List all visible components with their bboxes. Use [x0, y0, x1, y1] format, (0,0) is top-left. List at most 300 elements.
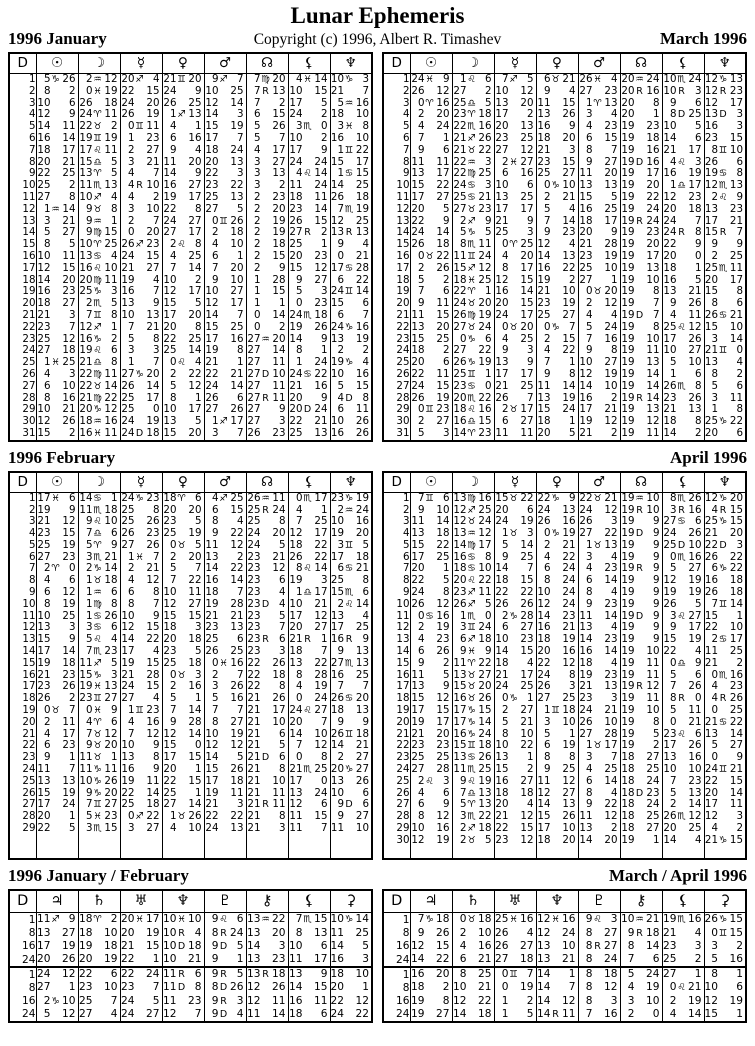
planet-glyph-header: ♄ [452, 890, 494, 913]
ephemeris-cell: 10 ♓ 10 [162, 913, 204, 927]
day-number: 4 [9, 528, 36, 540]
ephemeris-row [383, 811, 746, 823]
ephemeris-cell: 23 3 [246, 646, 288, 658]
ephemeris-cell: 2 14 [662, 799, 704, 811]
planet-glyph-header: ☽ [78, 472, 120, 493]
ephemeris-cell: 17 9 [288, 145, 330, 157]
day-number: 13 [383, 216, 410, 228]
ephemeris-cell: 8 28 [288, 670, 330, 682]
outer-planets-table-march-april [382, 889, 747, 1023]
ephemeris-cell: 8 7 [120, 599, 162, 611]
ephemeris-cell: 24 20 [120, 98, 162, 110]
section-title-january: 1996 January [8, 29, 107, 48]
day-number: 10 [9, 599, 36, 611]
ephemeris-cell: 15 19 [204, 121, 246, 133]
ephemeris-cell: 27 1 [662, 967, 704, 981]
ephemeris-cell: 15 6 [330, 298, 372, 310]
day-number: 2 [383, 86, 410, 98]
ephemeris-cell: 20 5 [410, 204, 452, 216]
ephemeris-cell: 14 10 [578, 381, 620, 393]
ephemeris-cell: 2 2 [330, 345, 372, 357]
ephemeris-cell: 8 2 [36, 86, 78, 98]
ephemeris-cell: 22 ♒ 3 [452, 157, 494, 169]
section-title-february: 1996 February [8, 447, 116, 467]
ephemeris-cell: 26 25 [204, 646, 246, 658]
day-number: 4 [383, 528, 410, 540]
ephemeris-row [383, 428, 746, 441]
ephemeris-cell: 15 17 [330, 157, 372, 169]
ephemeris-row [383, 345, 746, 357]
ephemeris-cell: 9 26 [662, 298, 704, 310]
ephemeris-row [383, 776, 746, 788]
ephemeris-cell: 19 23 [578, 670, 620, 682]
ephemeris-cell: 27 ♑ 20 [120, 369, 162, 381]
ephemeris-cell: 16 3 [704, 121, 746, 133]
planet-glyph-header: ♇ [204, 890, 246, 913]
ephemeris-cell: 9 22 [204, 528, 246, 540]
ephemeris-cell: 18 7 [288, 646, 330, 658]
ephemeris-cell: 21 5 [246, 740, 288, 752]
ephemeris-cell: 18 25 [620, 811, 662, 823]
day-number: 15 [9, 239, 36, 251]
day-number: 8 [383, 927, 410, 940]
ephemeris-cell: 19 D 16 [620, 157, 662, 169]
ephemeris-row [9, 776, 372, 788]
day-number: 9 [383, 587, 410, 599]
ephemeris-cell: 5 3 [410, 428, 452, 441]
ephemeris-cell: 8 24 [536, 575, 578, 587]
ephemeris-cell: 8 7 [578, 145, 620, 157]
ephemeris-cell: 2 ♉ 5 [452, 835, 494, 847]
ephemeris-cell: 10 11 [36, 251, 78, 263]
ephemeris-row [383, 622, 746, 634]
ephemeris-cell: 18 24 [620, 799, 662, 811]
ephemeris-cell: 6 1 [204, 251, 246, 263]
ephemeris-cell: 18 1 [662, 263, 704, 275]
ephemeris-cell: 27 1 [578, 275, 620, 287]
ephemeris-cell: 25 27 [536, 168, 578, 180]
day-column-header: D [9, 53, 36, 74]
ephemeris-cell: 7 ♑ 18 [410, 913, 452, 927]
ephemeris-row [383, 995, 746, 1008]
ephemeris-cell: 8 13 [288, 927, 330, 940]
ephemeris-cell: 10 2 [162, 275, 204, 287]
ephemeris-cell: 16 9 [536, 121, 578, 133]
ephemeris-cell: 1 7 [120, 357, 162, 369]
day-number: 15 [9, 658, 36, 670]
ephemeris-cell: 17 11 [704, 799, 746, 811]
ephemeris-cell: 25 ♓ 16 [494, 913, 536, 927]
ephemeris-cell: 14 5 [204, 752, 246, 764]
ephemeris-row [9, 981, 372, 994]
ephemeris-cell: 5 15 [330, 381, 372, 393]
ephemeris-cell: 27 17 [162, 227, 204, 239]
ephemeris-row [383, 913, 746, 927]
ephemeris-row [383, 322, 746, 334]
ephemeris-cell: 13 17 [410, 168, 452, 180]
ephemeris-cell: 9 25 [494, 552, 536, 564]
ephemeris-cell: 19 11 [620, 345, 662, 357]
section-titles-bottom [8, 866, 747, 886]
ephemeris-cell: 8 R 27 [578, 940, 620, 953]
ephemeris-cell: 14 15 [494, 646, 536, 658]
ephemeris-cell: 11 24 [288, 180, 330, 192]
ephemeris-cell: 16 25 [578, 204, 620, 216]
ephemeris-cell: 20 16 [536, 646, 578, 658]
planet-glyph-header: ☊ [246, 53, 288, 74]
ephemeris-cell: 15 2 [494, 764, 536, 776]
ephemeris-cell: 27 14 [246, 345, 288, 357]
ephemeris-cell: 26 18 [704, 587, 746, 599]
planet-glyph-header: ♆ [330, 472, 372, 493]
ephemeris-cell: 19 15 [120, 658, 162, 670]
ephemeris-cell: 21 D 6 [246, 752, 288, 764]
ephemeris-cell: 19 ♒ 10 [620, 492, 662, 504]
ephemeris-cell: 25 10 [578, 263, 620, 275]
ephemeris-row [9, 516, 372, 528]
planet-glyph-header: ♅ [494, 890, 536, 913]
ephemeris-cell: 13 R 13 [330, 227, 372, 239]
day-number: 26 [383, 369, 410, 381]
ephemeris-cell: 19 22 [620, 192, 662, 204]
ephemeris-cell: 23 5 [162, 646, 204, 658]
ephemeris-cell: 11 ♈ 22 [452, 658, 494, 670]
ephemeris-cell: 25 6 [204, 634, 246, 646]
ephemeris-cell: 5 8 [120, 334, 162, 346]
ephemeris-cell: 26 ♓ 4 [578, 74, 620, 86]
ephemeris-cell: 20 ♒ 24 [620, 74, 662, 86]
ephemeris-cell: 23 ♊ 27 [78, 693, 120, 705]
ephemeris-cell: 11 15 [410, 310, 452, 322]
ephemeris-cell: 8 1 [704, 967, 746, 981]
ephemeris-cell: 15 9 [36, 634, 78, 646]
ephemeris-cell: 1 24 [288, 357, 330, 369]
ephemeris-cell: 9 1 [204, 953, 246, 967]
ephemeris-cell: 7 ♏ 23 [78, 646, 120, 658]
ephemeris-cell: 12 15 [36, 263, 78, 275]
ephemeris-cell: 19 D 9 [620, 528, 662, 540]
day-number: 25 [383, 776, 410, 788]
ephemeris-row [9, 563, 372, 575]
ephemeris-cell: 18 18 [494, 788, 536, 800]
day-number: 23 [9, 752, 36, 764]
ephemeris-cell: 6 11 [330, 404, 372, 416]
ephemeris-cell: 8 R 0 [662, 693, 704, 705]
day-number: 17 [9, 681, 36, 693]
ephemeris-cell [78, 847, 120, 860]
ephemeris-cell: 19 10 [620, 705, 662, 717]
ephemeris-cell: 4 11 [662, 310, 704, 322]
ephemeris-cell: 14 13 [536, 251, 578, 263]
ephemeris-cell: 26 18 [330, 192, 372, 204]
ephemeris-cell: 2 9 [246, 263, 288, 275]
ephemeris-cell: 9 D 4 [204, 1008, 246, 1022]
ephemeris-cell: 2 11 [36, 717, 78, 729]
ephemeris-cell: 19 10 [620, 646, 662, 658]
ephemeris-cell: 2 7 [120, 216, 162, 228]
ephemeris-cell: 4 12 [120, 575, 162, 587]
ephemeris-cell: 14 22 [120, 634, 162, 646]
day-number: 20 [9, 717, 36, 729]
ephemeris-row [9, 357, 372, 369]
ephemeris-cell: 13 ♍ 16 [452, 492, 494, 504]
ephemeris-cell: 10 16 [410, 823, 452, 835]
ephemeris-cell: 5 16 [704, 953, 746, 967]
ephemeris-cell: 21 3 [204, 799, 246, 811]
ephemeris-row [383, 563, 746, 575]
ephemeris-cell: 18 1 [536, 416, 578, 428]
day-number: 22 [383, 740, 410, 752]
ephemeris-cell: 19 2 [620, 740, 662, 752]
planet-glyph-header: ⚸ [288, 890, 330, 913]
ephemeris-cell: 26 ♏ 12 [662, 811, 704, 823]
ephemeris-cell: 1 ♉ 26 [162, 811, 204, 823]
ephemeris-cell: 19 ♌ 6 [78, 345, 120, 357]
ephemeris-cell: 13 9 [288, 967, 330, 981]
day-number: 29 [9, 404, 36, 416]
ephemeris-cell: 17 16 [204, 334, 246, 346]
ephemeris-cell: 22 8 [246, 681, 288, 693]
ephemeris-cell: 2 19 [246, 227, 288, 239]
ephemeris-cell: 20 21 [36, 157, 78, 169]
ephemeris-cell: 18 24 [620, 776, 662, 788]
day-number: 28 [383, 811, 410, 823]
ephemeris-row [383, 74, 746, 86]
ephemeris-cell: 3 ♓ 8 [330, 121, 372, 133]
ephemeris-cell: 19 18 [620, 133, 662, 145]
ephemeris-cell: 1 15 [246, 286, 288, 298]
ephemeris-row [383, 357, 746, 369]
ephemeris-cell: 19 18 [78, 940, 120, 953]
ephemeris-row [383, 298, 746, 310]
day-number: 16 [383, 940, 410, 953]
ephemeris-cell: 17 25 [330, 622, 372, 634]
ephemeris-cell: 27 14 [162, 799, 204, 811]
ephemeris-cell: 26 16 [536, 516, 578, 528]
ephemeris-cell: 18 15 [494, 575, 536, 587]
ephemeris-cell: 27 12 [494, 145, 536, 157]
ephemeris-cell: 7 ♊ 27 [78, 799, 120, 811]
ephemeris-cell: 21 3 [246, 823, 288, 835]
ephemeris-cell: 5 1 [536, 729, 578, 741]
ephemeris-cell: 5 ♒ 16 [330, 98, 372, 110]
ephemeris-cell: 1 2 [494, 995, 536, 1008]
ephemeris-cell: 12 ♑ 13 [704, 74, 746, 86]
ephemeris-cell: 12 27 [536, 788, 578, 800]
ephemeris-cell: 13 20 [410, 322, 452, 334]
ephemeris-cell: 5 6 [704, 381, 746, 393]
ephemeris-row [9, 528, 372, 540]
day-number: 15 [383, 658, 410, 670]
ephemeris-cell: 19 9 [620, 587, 662, 599]
ephemeris-cell: 13 ♋ 26 [452, 752, 494, 764]
ephemeris-row [9, 788, 372, 800]
ephemeris-cell: 2 21 [536, 540, 578, 552]
ephemeris-cell: 20 8 [620, 98, 662, 110]
ephemeris-row [383, 180, 746, 192]
ephemeris-cell: 17 14 [36, 646, 78, 658]
ephemeris-cell: 0 23 [288, 298, 330, 310]
ephemeris-cell: 12 4 [536, 239, 578, 251]
day-number: 29 [383, 823, 410, 835]
ephemeris-cell: 5 27 [36, 227, 78, 239]
ephemeris-row [9, 492, 372, 504]
ephemeris-cell: 26 22 [704, 552, 746, 564]
ephemeris-cell: 14 22 [204, 563, 246, 575]
ephemeris-cell: 19 ♑ 4 [330, 357, 372, 369]
ephemeris-cell: 9 ♌ 3 [578, 913, 620, 927]
ephemeris-cell: 15 0 [162, 740, 204, 752]
ephemeris-cell: 26 ♋ 20 [330, 693, 372, 705]
ephemeris-row [9, 693, 372, 705]
ephemeris-cell: 21 12 [36, 516, 78, 528]
ephemeris-cell: 24 R 8 [662, 227, 704, 239]
ephemeris-cell: 22 1 [120, 953, 162, 967]
ephemeris-cell: 1 ♐ 13 [162, 109, 204, 121]
ephemeris-cell: 4 23 [410, 634, 452, 646]
ephemeris-cell: 18 19 [536, 634, 578, 646]
ephemeris-cell: 9 2 [410, 658, 452, 670]
ephemeris-cell: 0 ♑ 10 [536, 180, 578, 192]
ephemeris-cell: 19 18 [36, 658, 78, 670]
ephemeris-cell: 11 12 [204, 540, 246, 552]
ephemeris-row [9, 967, 372, 981]
ephemeris-cell: 19 8 [204, 345, 246, 357]
planet-glyph-header: ☽ [452, 53, 494, 74]
ephemeris-cell: 2 27 [330, 752, 372, 764]
ephemeris-cell: 0 ♓ 9 [78, 705, 120, 717]
ephemeris-cell: 27 4 [78, 1008, 120, 1022]
ephemeris-cell: 25 3 [494, 227, 536, 239]
ephemeris-cell: 25 8 [246, 516, 288, 528]
ephemeris-row [9, 216, 372, 228]
tables-row-top [8, 52, 747, 442]
ephemeris-cell: 19 9 [620, 622, 662, 634]
ephemeris-cell: 8 27 [578, 927, 620, 940]
ephemeris-cell: 13 14 [704, 729, 746, 741]
ephemeris-cell: 6 15 [578, 133, 620, 145]
ephemeris-cell: 9 23 [536, 227, 578, 239]
ephemeris-row [383, 121, 746, 133]
ephemeris-cell: 15 25 [410, 334, 452, 346]
ephemeris-cell: 21 2 [704, 658, 746, 670]
ephemeris-cell: 20 ♌ 22 [452, 575, 494, 587]
ephemeris-cell: 21 3 [36, 310, 78, 322]
ephemeris-cell [36, 835, 78, 847]
ephemeris-cell: 1 ♎ 17 [662, 180, 704, 192]
ephemeris-cell: 18 ♈ 6 [162, 492, 204, 504]
ephemeris-cell: 8 4 [578, 587, 620, 599]
ephemeris-cell: 5 1 [162, 693, 204, 705]
ephemeris-cell: 23 5 [162, 516, 204, 528]
ephemeris-cell: 0 9 [704, 752, 746, 764]
ephemeris-cell: 8 ♊ 10 [704, 145, 746, 157]
ephemeris-cell: 15 22 [410, 540, 452, 552]
ephemeris-cell: 18 22 [288, 540, 330, 552]
ephemeris-cell: 19 D 7 [620, 310, 662, 322]
planet-glyph-header: ⚸ [662, 890, 704, 913]
ephemeris-cell: 26 6 [204, 393, 246, 405]
planet-glyph-header: ☊ [620, 53, 662, 74]
ephemeris-cell: 10 16 [330, 369, 372, 381]
ephemeris-cell: 2 20 [410, 109, 452, 121]
ephemeris-cell: 27 23 [578, 86, 620, 98]
ephemeris-cell: 13 ♒ 22 [246, 913, 288, 927]
ephemeris-cell: 17 19 [36, 940, 78, 953]
ephemeris-cell: 12 15 [494, 275, 536, 287]
ephemeris-cell: 17 15 [162, 752, 204, 764]
ephemeris-cell: 3 2 [704, 940, 746, 953]
ephemeris-cell: 24 13 [536, 505, 578, 517]
planet-glyph-header: ⚳ [330, 890, 372, 913]
ephemeris-cell: 10 21 [162, 953, 204, 967]
ephemeris-cell: 9 27 [578, 157, 620, 169]
ephemeris-cell: 0 ♉ 20 [494, 322, 536, 334]
ephemeris-cell: 24 19 [120, 416, 162, 428]
ephemeris-cell: 19 11 [120, 776, 162, 788]
ephemeris-cell: 9 6 [410, 145, 452, 157]
ephemeris-cell: 9 ♓ 9 [452, 646, 494, 658]
ephemeris-cell: 11 ♉ 1 [78, 752, 120, 764]
ephemeris-cell: 8 ♏ 11 [452, 239, 494, 251]
ephemeris-cell: 2 ♈ 0 [36, 563, 78, 575]
ephemeris-cell: 10 24 [536, 587, 578, 599]
ephemeris-cell [162, 847, 204, 860]
ephemeris-cell: 0 ♐ 22 [120, 811, 162, 823]
ephemeris-cell: 11 25 [704, 646, 746, 658]
ephemeris-cell: 15 1 [704, 1008, 746, 1022]
ephemeris-cell: 20 26 [36, 953, 78, 967]
day-number: 17 [383, 681, 410, 693]
ephemeris-row [9, 121, 372, 133]
ephemeris-cell: 25 1 [162, 788, 204, 800]
ephemeris-cell: 17 18 [330, 552, 372, 564]
ephemeris-cell: 21 16 [288, 381, 330, 393]
day-number: 1 [383, 913, 410, 927]
ephemeris-cell: 17 5 [288, 98, 330, 110]
ephemeris-cell: 27 4 [120, 693, 162, 705]
ephemeris-cell: 5 ♑ 5 [452, 227, 494, 239]
ephemeris-cell: 2 27 [410, 416, 452, 428]
ephemeris-cell: 19 11 [620, 428, 662, 441]
ephemeris-cell: 17 ♓ 6 [36, 492, 78, 504]
ephemeris-cell: 10 ♏ 24 [662, 74, 704, 86]
ephemeris-cell: 22 ♑ 9 [536, 492, 578, 504]
ephemeris-cell: 23 7 [246, 622, 288, 634]
ephemeris-cell: 2 20 [246, 204, 288, 216]
ephemeris-cell: 18 24 [204, 145, 246, 157]
ephemeris-cell: 21 12 [494, 811, 536, 823]
ephemeris-cell: 25 14 [162, 345, 204, 357]
ephemeris-row [383, 404, 746, 416]
ephemeris-cell: 12 15 [120, 622, 162, 634]
day-number: 1 [9, 492, 36, 504]
ephemeris-cell: 19 17 [162, 192, 204, 204]
ephemeris-cell: 8 16 [36, 393, 78, 405]
ephemeris-cell: 16 14 [204, 575, 246, 587]
ephemeris-cell: 16 ♑ 2 [78, 334, 120, 346]
ephemeris-cell: 22 10 [704, 622, 746, 634]
ephemeris-row [383, 740, 746, 752]
day-number: 18 [9, 693, 36, 705]
ephemeris-cell: 9 ♌ 10 [78, 516, 120, 528]
ephemeris-cell: 16 ♋ 8 [452, 552, 494, 564]
day-number: 3 [9, 516, 36, 528]
ephemeris-cell: 3 ♊ 5 [330, 540, 372, 552]
ephemeris-cell: 24 27 [120, 1008, 162, 1022]
ephemeris-cell: 13 20 [246, 927, 288, 940]
ephemeris-cell: 8 24 [578, 953, 620, 967]
